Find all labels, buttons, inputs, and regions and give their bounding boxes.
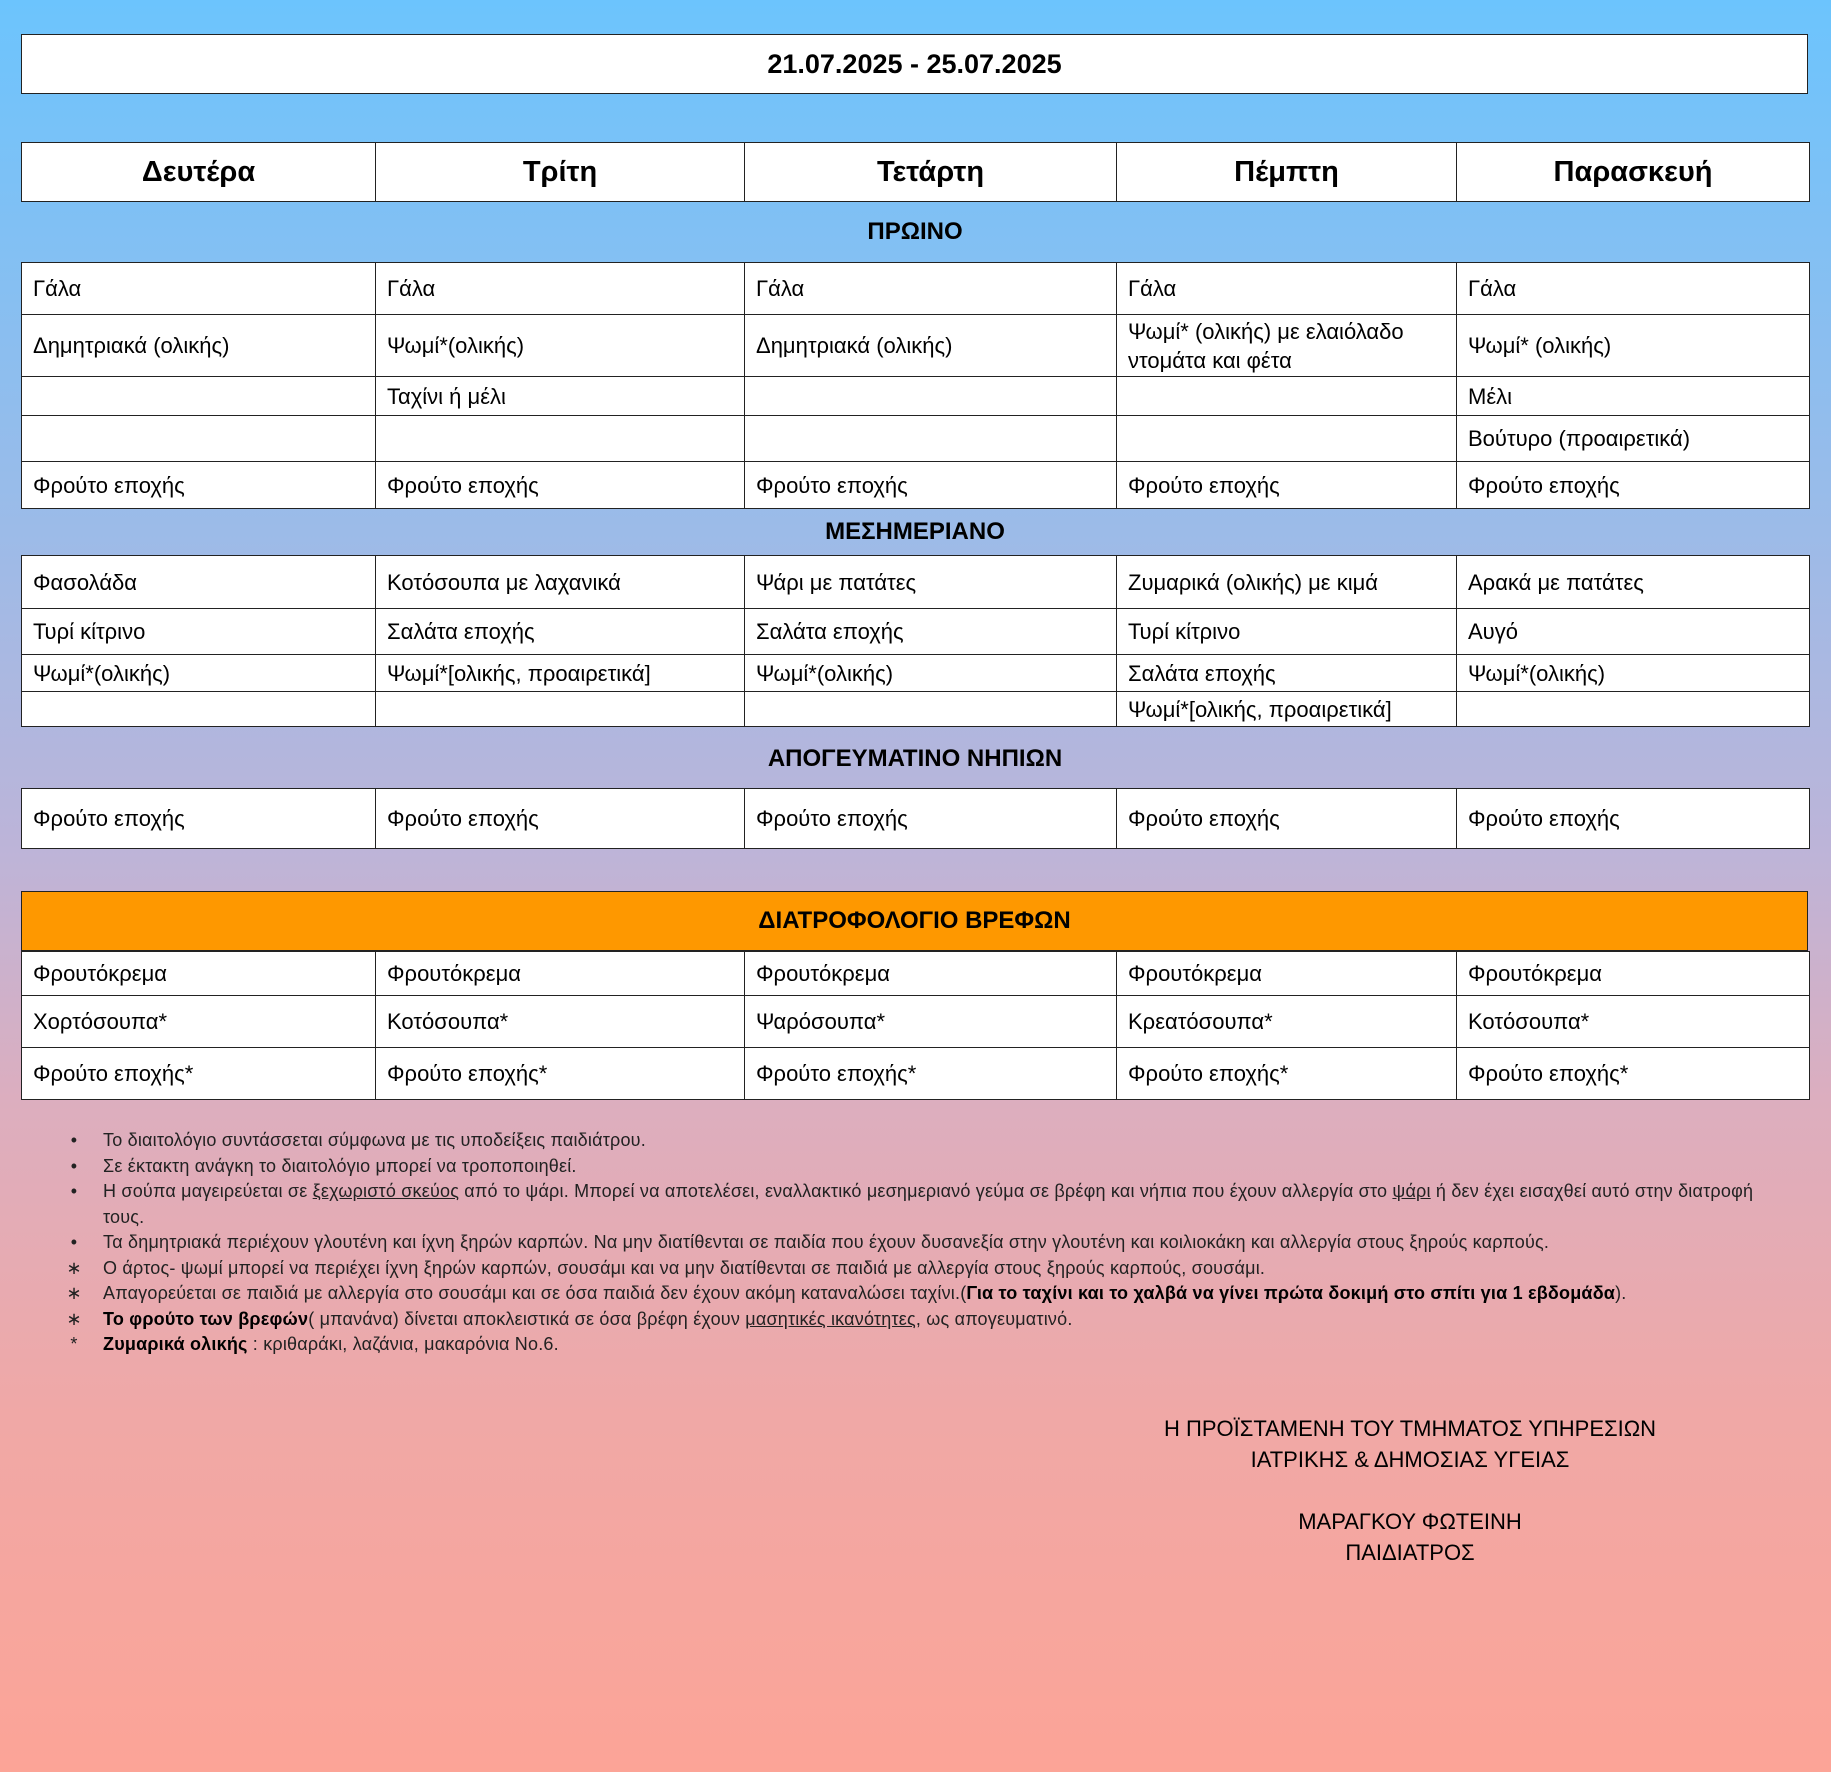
table-cell: Ψωμί*[ολικής, προαιρετικά] bbox=[376, 655, 745, 692]
note-item: • Τα δημητριακά περιέχουν γλουτένη και ίχνη ξηρών καρπών. Να μην διατίθενται σε παιδία που έχουν δυσανεξία στην γλουτένη και κοιλιοκάκη και αλλεργία στους ξηρούς καρπούς. bbox=[60, 1230, 1780, 1256]
table-cell: Κοτόσουπα* bbox=[376, 996, 745, 1048]
lunch-title: ΜΕΣΗΜΕΡΙΑΝΟ bbox=[825, 518, 1005, 545]
table-row bbox=[22, 996, 1810, 1048]
afternoon-title: ΑΠΟΓΕΥΜΑΤΙΝΟ ΝΗΠΙΩΝ bbox=[767, 745, 1063, 772]
table-cell: Δημητριακά (ολικής) bbox=[22, 315, 376, 377]
day-wednesday: Τετάρτη bbox=[745, 143, 1117, 202]
table-cell: Γάλα bbox=[745, 263, 1117, 315]
table-cell bbox=[745, 416, 1117, 462]
table-row bbox=[22, 377, 1810, 416]
table-cell: Φρούτο εποχής* bbox=[22, 1048, 376, 1100]
table-cell: Ψωμί* (ολικής) bbox=[1457, 315, 1810, 377]
table-cell: Τυρί κίτρινο bbox=[22, 609, 376, 655]
lunch-table bbox=[21, 555, 1810, 727]
table-cell: Γάλα bbox=[22, 263, 376, 315]
table-cell: Δημητριακά (ολικής) bbox=[745, 315, 1117, 377]
table-cell: Ταχίνι ή μέλι bbox=[376, 377, 745, 416]
table-cell: Φρουτόκρεμα bbox=[1117, 952, 1457, 996]
table-cell: Φρούτο εποχής bbox=[1457, 789, 1810, 849]
table-cell: Φρουτόκρεμα bbox=[376, 952, 745, 996]
table-cell: Φρούτο εποχής bbox=[1457, 462, 1810, 509]
table-cell: Φρούτο εποχής bbox=[22, 462, 376, 509]
asterisk-icon: ∗ bbox=[66, 1257, 82, 1278]
table-cell: Ψωμί*(ολικής) bbox=[22, 655, 376, 692]
breakfast-title: ΠΡΩΙΝΟ bbox=[867, 218, 963, 245]
signature-line-2: ΙΑΤΡΙΚΗΣ & ΔΗΜΟΣΙΑΣ ΥΓΕΙΑΣ bbox=[1250, 1447, 1570, 1472]
signature-name: ΜΑΡΑΓΚΟΥ ΦΩΤΕΙΝΗ bbox=[1298, 1509, 1522, 1534]
table-cell: Φρουτόκρεμα bbox=[22, 952, 376, 996]
note-item: * Ζυμαρικά ολικής : κριθαράκι, λαζάνια, μακαρόνια Νο.6. bbox=[60, 1332, 1780, 1358]
table-cell: Γάλα bbox=[1117, 263, 1457, 315]
table-cell: Ψωμί*(ολικής) bbox=[745, 655, 1117, 692]
table-row bbox=[22, 556, 1810, 609]
table-cell: Κρεατόσουπα* bbox=[1117, 996, 1457, 1048]
table-cell bbox=[22, 377, 376, 416]
day-friday: Παρασκευή bbox=[1457, 143, 1810, 202]
table-cell: Φρουτόκρεμα bbox=[745, 952, 1117, 996]
asterisk-icon: ∗ bbox=[66, 1283, 82, 1303]
table-row bbox=[22, 1048, 1810, 1100]
table-cell: Φρούτο εποχής bbox=[1117, 462, 1457, 509]
table-cell bbox=[376, 416, 745, 462]
table-cell: Ψαρόσουπα* bbox=[745, 996, 1117, 1048]
table-cell: Φρούτο εποχής bbox=[1117, 789, 1457, 849]
signature-title: ΠΑΙΔΙΑΤΡΟΣ bbox=[1345, 1540, 1475, 1565]
infants-table bbox=[21, 951, 1810, 1100]
table-cell: Ψωμί*(ολικής) bbox=[1457, 655, 1810, 692]
date-range-header bbox=[21, 34, 1808, 94]
table-cell: Χορτόσουπα* bbox=[22, 996, 376, 1048]
note-item: • Η σούπα μαγειρεύεται σε ξεχωριστό σκεύος από το ψάρι. Μπορεί να αποτελέσει, εναλλακτικό μεσημεριανό γεύμα σε βρέφη και νήπια που έχουν αλλεργία στο ψάρι ή δεν έχει εισαχθεί αυτό στην διατροφή τους. bbox=[60, 1179, 1780, 1230]
table-cell: Φρούτο εποχής* bbox=[376, 1048, 745, 1100]
days-row bbox=[22, 143, 1810, 202]
table-cell: Κοτόσουπα με λαχανικά bbox=[376, 556, 745, 609]
table-cell: Γάλα bbox=[376, 263, 745, 315]
table-cell: Φρούτο εποχής bbox=[745, 462, 1117, 509]
table-cell: Φασολάδα bbox=[22, 556, 376, 609]
table-cell: Ψωμί*[ολικής, προαιρετικά] bbox=[1117, 692, 1457, 727]
table-row bbox=[22, 789, 1810, 849]
bullet-icon: • bbox=[70, 1232, 78, 1252]
table-cell: Κοτόσουπα* bbox=[1457, 996, 1810, 1048]
table-row bbox=[22, 416, 1810, 462]
notes-list bbox=[60, 1128, 1780, 1358]
note-item: • Το διαιτολόγιο συντάσσεται σύμφωνα με τις υποδείξεις παιδιάτρου. bbox=[60, 1128, 1780, 1154]
bullet-icon: • bbox=[70, 1130, 78, 1150]
table-cell: Φρούτο εποχής bbox=[376, 789, 745, 849]
table-cell: Αρακά με πατάτες bbox=[1457, 556, 1810, 609]
days-header-table bbox=[21, 142, 1810, 202]
bullet-icon: • bbox=[70, 1155, 78, 1176]
table-cell bbox=[1117, 416, 1457, 462]
table-row bbox=[22, 952, 1810, 996]
table-cell: Ζυμαρικά (ολικής) με κιμά bbox=[1117, 556, 1457, 609]
table-cell: Φρούτο εποχής bbox=[376, 462, 745, 509]
table-cell: Μέλι bbox=[1457, 377, 1810, 416]
table-row bbox=[22, 655, 1810, 692]
note-item: • Σε έκτακτη ανάγκη το διαιτολόγιο μπορεί να τροποποιηθεί. bbox=[60, 1154, 1780, 1180]
table-cell: Φρούτο εποχής bbox=[22, 789, 376, 849]
table-cell: Ψάρι με πατάτες bbox=[745, 556, 1117, 609]
table-cell: Φρουτόκρεμα bbox=[1457, 952, 1810, 996]
table-cell bbox=[1117, 377, 1457, 416]
table-row bbox=[22, 692, 1810, 727]
signature-line-1: Η ΠΡΟΪΣΤΑΜΕΝΗ ΤΟΥ ΤΜΗΜΑΤΟΣ ΥΠΗΡΕΣΙΩΝ bbox=[1163, 1416, 1657, 1441]
day-monday: Δευτέρα bbox=[22, 143, 376, 202]
table-cell: Σαλάτα εποχής bbox=[745, 609, 1117, 655]
afternoon-table bbox=[21, 788, 1810, 849]
table-row bbox=[22, 263, 1810, 315]
day-tuesday: Τρίτη bbox=[376, 143, 745, 202]
table-cell bbox=[22, 416, 376, 462]
signature-block bbox=[1150, 1413, 1670, 1568]
breakfast-table bbox=[21, 262, 1810, 509]
day-thursday: Πέμπτη bbox=[1117, 143, 1457, 202]
table-cell bbox=[22, 692, 376, 727]
table-row bbox=[22, 609, 1810, 655]
note-item: ∗ Ο άρτος- ψωμί μπορεί να περιέχει ίχνη ξηρών καρπών, σουσάμι και να μην διατίθενται σε παιδιά με αλλεργία στους ξηρούς καρπούς, σουσάμι. bbox=[60, 1256, 1780, 1282]
table-cell bbox=[376, 692, 745, 727]
table-cell: Σαλάτα εποχής bbox=[376, 609, 745, 655]
note-item: ∗ Το φρούτο των βρεφών( μπανάνα) δίνεται αποκλειστικά σε όσα βρέφη έχουν μασητικές ικανότητες, ως απογευματινό. bbox=[60, 1307, 1780, 1333]
table-cell: Φρούτο εποχής* bbox=[1457, 1048, 1810, 1100]
date-range: 21.07.2025 - 25.07.2025 bbox=[767, 48, 1062, 79]
table-row bbox=[22, 462, 1810, 509]
table-cell bbox=[745, 377, 1117, 416]
table-cell: Αυγό bbox=[1457, 609, 1810, 655]
table-cell: Φρούτο εποχής* bbox=[1117, 1048, 1457, 1100]
bullet-icon: • bbox=[70, 1181, 78, 1201]
table-cell: Τυρί κίτρινο bbox=[1117, 609, 1457, 655]
table-cell bbox=[1457, 692, 1810, 727]
note-item: ∗ Απαγορεύεται σε παιδιά με αλλεργία στο σουσάμι και σε όσα παιδιά δεν έχουν ακόμη καταναλώσει ταχίνι.(Για το ταχίνι και το χαλβά να γίνει πρώτα δοκιμή στο σπίτι για 1 εβδομάδα). bbox=[60, 1281, 1780, 1307]
table-cell: Ψωμί* (ολικής) με ελαιόλαδο ντομάτα και φέτα bbox=[1117, 315, 1457, 377]
table-cell: Ψωμί*(ολικής) bbox=[376, 315, 745, 377]
table-cell bbox=[745, 692, 1117, 727]
infants-title: ΔΙΑΤΡΟΦΟΛΟΓΙΟ ΒΡΕΦΩΝ bbox=[21, 891, 1808, 951]
table-cell: Βούτυρο (προαιρετικά) bbox=[1457, 416, 1810, 462]
table-cell: Γάλα bbox=[1457, 263, 1810, 315]
asterisk-icon: * bbox=[70, 1334, 78, 1354]
table-cell: Φρούτο εποχής* bbox=[745, 1048, 1117, 1100]
asterisk-icon: ∗ bbox=[66, 1308, 82, 1329]
table-cell: Φρούτο εποχής bbox=[745, 789, 1117, 849]
table-row bbox=[22, 315, 1810, 377]
table-cell: Σαλάτα εποχής bbox=[1117, 655, 1457, 692]
